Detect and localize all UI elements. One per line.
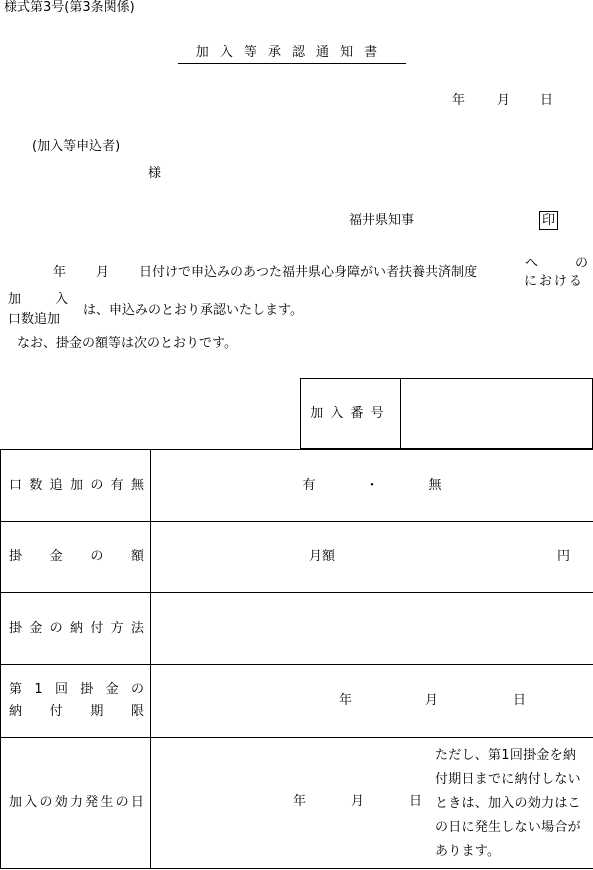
alt-kanyu: 加 入 [8, 292, 69, 307]
honorific-sama: 様 [148, 166, 162, 181]
alt-kuchisu: 口数追加 [8, 312, 61, 327]
row-label-effective-date: 加 入 の 効 力 発 生 の 日 [1, 738, 151, 869]
body-month: 月 [96, 265, 110, 280]
date-month: 月 [497, 93, 511, 108]
table-row [1, 593, 593, 665]
first-payment-deadline-value[interactable] [151, 665, 593, 738]
governor-name: 福井県知事 [349, 213, 415, 228]
row-label-payment-method: 掛 金 の 納 付 方 法 [1, 593, 151, 665]
monthly-label: 月額 [309, 549, 336, 564]
date-year: 年 [452, 93, 466, 108]
row-label-unit-increase: 口 数 追 加 の 有 無 [1, 450, 151, 522]
table-row [1, 522, 593, 593]
effective-date-value[interactable] [151, 738, 593, 869]
yen-label: 円 [557, 549, 571, 564]
table-row [1, 450, 593, 522]
effective-day: 日 [409, 794, 423, 809]
table-row [1, 665, 593, 738]
applicant-label: (加入等申込者) [32, 139, 121, 154]
effective-month: 月 [351, 794, 365, 809]
row-label-premium-amount: 掛 金 の 額 [1, 522, 151, 593]
membership-number-box [300, 378, 593, 449]
alt-he: へ [525, 256, 539, 271]
body-line1-rest: 日付けで申込みのあつた福井県心身障がい者扶養共済制度 [139, 265, 478, 280]
details-table [0, 449, 593, 869]
body-year: 年 [53, 265, 67, 280]
premium-amount-value[interactable] [151, 522, 593, 593]
deadline-year: 年 [339, 693, 353, 708]
payment-method-value[interactable] [151, 593, 593, 665]
document-title: 加入等承認通知書 [178, 45, 406, 64]
alt-no: の [575, 256, 589, 271]
seal-mark: 印 [539, 211, 558, 230]
date-day: 日 [540, 93, 554, 108]
alt-niokeru: における [524, 274, 584, 289]
body-line-2: は、申込みのとおり承認いたします。 [83, 303, 303, 318]
membership-number-label: 加入番号 [301, 379, 401, 449]
effective-year: 年 [293, 794, 307, 809]
unit-increase-value[interactable]: 有 ・ 無 [151, 450, 593, 522]
body-line-1 [53, 265, 477, 281]
membership-number-field[interactable] [401, 379, 593, 449]
deadline-month: 月 [425, 693, 439, 708]
row-label-first-payment-deadline: 第 1 回 掛 金 の 納 付 期 限 [1, 665, 151, 738]
deadline-day: 日 [513, 693, 527, 708]
table-row [1, 738, 593, 869]
body-line-3: なお、掛金の額等は次のとおりです。 [17, 336, 237, 351]
effective-date-note: ただし、第1回掛金を納付期日までに納付しないときは、加入の効力はこの日に発生しない場合があります。 [435, 748, 581, 859]
form-number: 様式第3号(第3条関係) [4, 0, 135, 15]
